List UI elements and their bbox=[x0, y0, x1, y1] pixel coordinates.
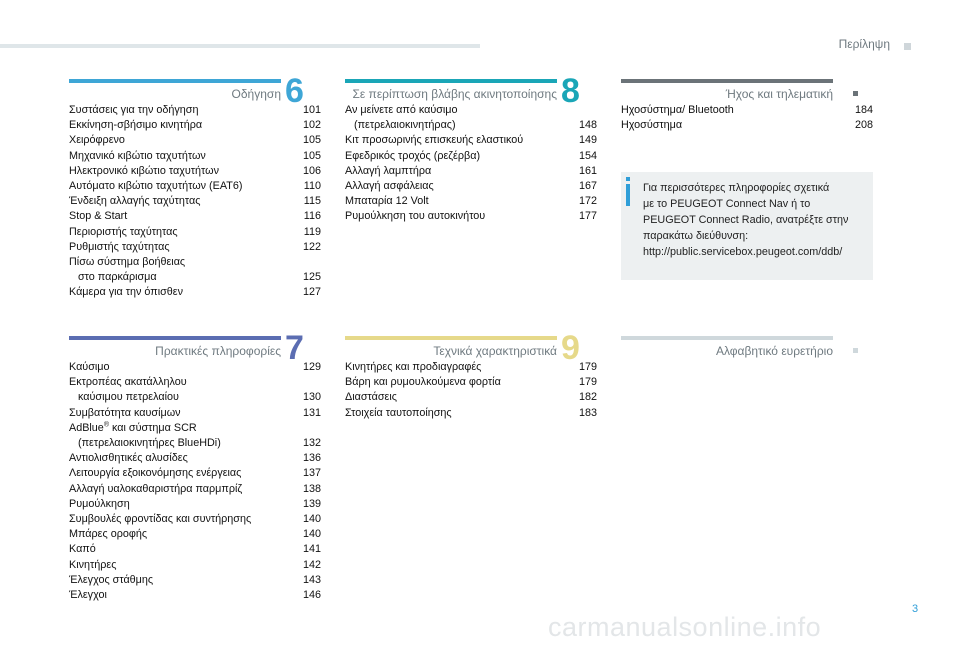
toc-entry[interactable]: Καύσιμο 129 bbox=[69, 361, 321, 373]
toc-entry[interactable]: Ηλεκτρονικό κιβώτιο ταχυτήτων 106 bbox=[69, 164, 321, 177]
toc-entry[interactable]: (πετρελαιοκινητήρας) 148 bbox=[345, 119, 597, 132]
toc-entry[interactable]: Αλλαγή ασφάλειας 167 bbox=[345, 180, 597, 193]
toc-entry[interactable]: Αλλαγή λαμπτήρα 161 bbox=[345, 164, 597, 177]
toc-list bbox=[69, 360, 321, 603]
toc-entry[interactable]: Πίσω σύστημα βοήθειας bbox=[69, 256, 186, 269]
section-title: Αλφαβητικό ευρετήριο bbox=[715, 344, 833, 358]
toc-entry[interactable]: καύσιμου πετρελαίου 130 bbox=[69, 391, 321, 404]
watermark: carmanualsonline.info bbox=[548, 612, 822, 642]
toc-entry[interactable]: Αν μείνετε από καύσιμο bbox=[345, 104, 458, 116]
section-number: 8 bbox=[561, 72, 580, 110]
info-icon-bar bbox=[626, 184, 630, 206]
header-square bbox=[904, 43, 911, 50]
toc-entry[interactable]: Μηχανικό κιβώτιο ταχυτήτων 105 bbox=[69, 149, 321, 162]
servicebox-link[interactable]: http://public.servicebox.peugeot.com/ddb/ bbox=[643, 246, 843, 258]
toc-entry[interactable]: Ρυμούλκηση του αυτοκινήτου 177 bbox=[345, 210, 597, 223]
page-number: 3 bbox=[912, 603, 919, 615]
toc-entry[interactable]: Χειρόφρενο 105 bbox=[69, 134, 321, 147]
toc-entry[interactable]: Έλεγχοι 146 bbox=[69, 589, 321, 602]
toc-entry[interactable]: Ένδειξη αλλαγής ταχύτητας 115 bbox=[69, 195, 321, 208]
toc-entry[interactable]: Καπό 141 bbox=[69, 543, 321, 556]
toc-entry[interactable]: Αυτόματο κιβώτιο ταχυτήτων (EAT6) 110 bbox=[69, 180, 321, 193]
section-title: Ήχος και τηλεματική bbox=[725, 87, 833, 101]
section-bar bbox=[621, 336, 833, 340]
toc-entry[interactable]: Έλεγχος στάθμης 143 bbox=[69, 573, 321, 586]
section-title: Οδήγηση bbox=[231, 87, 281, 101]
toc-entry[interactable]: Κιτ προσωρινής επισκευής ελαστικού 149 bbox=[345, 134, 597, 147]
toc-entry[interactable]: Βάρη και ρυμουλκούμενα φορτία 179 bbox=[345, 376, 597, 389]
toc-entry[interactable]: Ηχοσύστημα 208 bbox=[621, 119, 873, 132]
toc-list bbox=[621, 103, 873, 133]
info-text: Για περισσότερες πληροφορίες σχετικά με το PEUGEOT Connect Nav ή το PEUGEOT Connect Radio, ανατρέξτε στην παρακάτω διεύθυνση: http://public.servicebox.peugeot.com/ddb/ bbox=[643, 180, 869, 260]
toc-entry[interactable]: Στοιχεία ταυτοποίησης 183 bbox=[345, 406, 597, 419]
toc-entry[interactable]: Μπάρες οροφής 140 bbox=[69, 528, 321, 541]
toc-entry[interactable]: Αλλαγή υαλοκαθαριστήρα παρμπρίζ 138 bbox=[69, 482, 321, 495]
toc-entry[interactable]: Αντιολισθητικές αλυσίδες 136 bbox=[69, 452, 321, 465]
toc-entry[interactable]: Ρυθμιστής ταχύτητας 122 bbox=[69, 240, 321, 253]
section-number: 6 bbox=[285, 72, 304, 110]
toc-entry[interactable]: στο παρκάρισμα 125 bbox=[69, 271, 321, 284]
toc-entry[interactable]: Μπαταρία 12 Volt 172 bbox=[345, 195, 597, 208]
section-dot bbox=[853, 348, 858, 353]
section-title: Σε περίπτωση βλάβης ακινητοποίησης bbox=[352, 87, 557, 101]
toc-entry[interactable]: Εκκίνηση-σβήσιμο κινητήρα 102 bbox=[69, 119, 321, 132]
info-icon bbox=[626, 177, 630, 181]
section-bar bbox=[345, 79, 557, 83]
toc-entry[interactable]: Διαστάσεις 182 bbox=[345, 391, 597, 404]
section-bar bbox=[621, 79, 833, 83]
section-title: Τεχνικά χαρακτηριστικά bbox=[433, 344, 557, 358]
section-number: 9 bbox=[561, 329, 580, 367]
toc-entry[interactable]: Ηχοσύστημα/ Bluetooth 184 bbox=[621, 104, 873, 116]
page-title: Περίληψη bbox=[838, 37, 890, 51]
toc-list bbox=[69, 103, 321, 301]
toc-list bbox=[345, 103, 597, 225]
toc-entry[interactable]: Περιοριστής ταχύτητας 119 bbox=[69, 225, 321, 238]
toc-entry[interactable]: Κινητήρες και προδιαγραφές 179 bbox=[345, 361, 597, 373]
toc-entry[interactable]: AdBlue® και σύστημα SCR bbox=[69, 421, 197, 434]
section-title: Πρακτικές πληροφορίες bbox=[155, 344, 281, 358]
toc-entry[interactable]: Κινητήρες 142 bbox=[69, 558, 321, 571]
section-bar bbox=[69, 79, 281, 83]
toc-entry[interactable]: Ρυμούλκηση 139 bbox=[69, 497, 321, 510]
toc-entry[interactable]: Stop & Start 116 bbox=[69, 210, 321, 223]
toc-entry[interactable]: Κάμερα για την όπισθεν 127 bbox=[69, 286, 321, 299]
toc-entry[interactable]: Συστάσεις για την οδήγηση 101 bbox=[69, 104, 321, 116]
toc-entry[interactable]: Συμβατότητα καυσίμων 131 bbox=[69, 406, 321, 419]
section-number: 7 bbox=[285, 329, 304, 367]
toc-list bbox=[345, 360, 597, 421]
toc-entry[interactable]: Εκτροπέας ακατάλληλου bbox=[69, 376, 187, 389]
section-bar bbox=[345, 336, 557, 340]
toc-entry[interactable]: (πετρελαιοκινητήρες BlueHDi) 132 bbox=[69, 437, 321, 450]
info-note bbox=[621, 172, 873, 280]
section-dot bbox=[853, 91, 858, 96]
toc-entry[interactable]: Εφεδρικός τροχός (ρεζέρβα) 154 bbox=[345, 149, 597, 162]
toc-entry[interactable]: Συμβουλές φροντίδας και συντήρησης 140 bbox=[69, 513, 321, 526]
header-bar bbox=[0, 44, 480, 48]
section-bar bbox=[69, 336, 281, 340]
toc-entry[interactable]: Λειτουργία εξοικονόμησης ενέργειας 137 bbox=[69, 467, 321, 480]
